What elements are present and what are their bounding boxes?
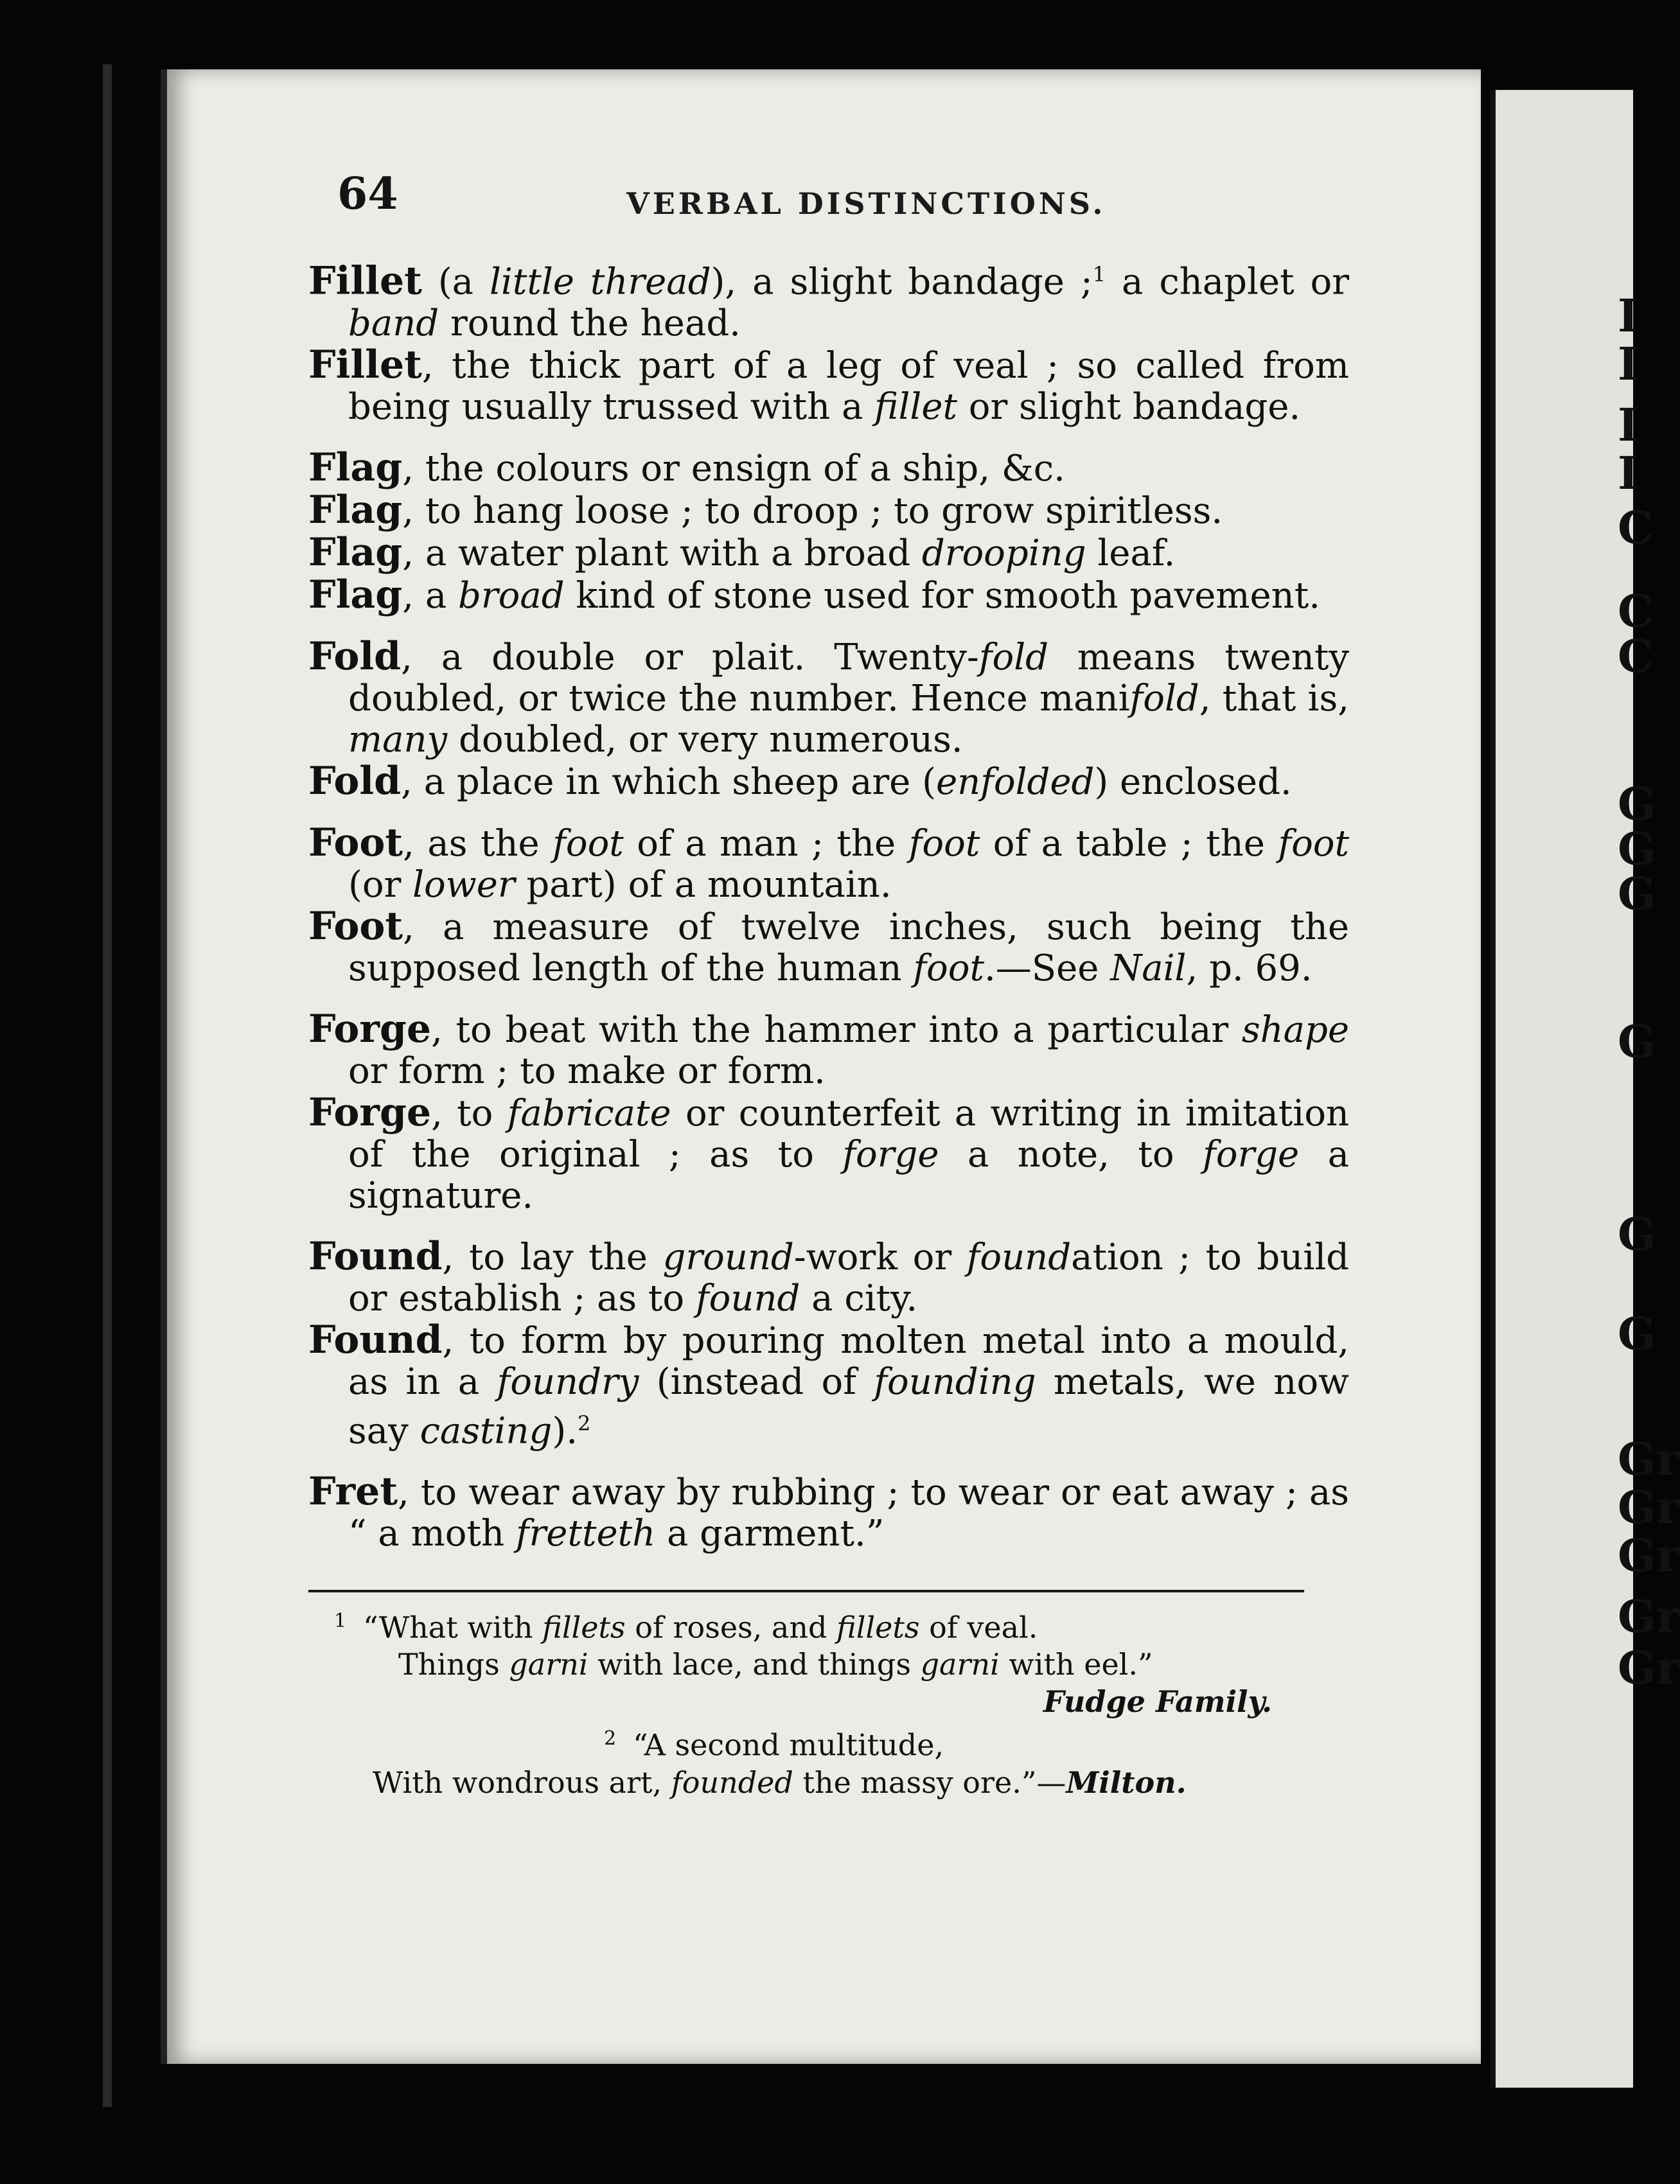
page-number: 64 [337, 168, 398, 220]
footnote-ref: 2 [578, 1411, 591, 1436]
footnote-1-attribution: Fudge Family. [1043, 1684, 1272, 1720]
headword: Fillet [308, 342, 422, 387]
entry-forge-2: Forge, to fabricate or counterfeit a writing in imitation of the original ; as to forge a note, to forge a signature. [308, 1089, 1349, 1217]
headword: Forge [308, 1006, 432, 1052]
headword: Fillet [308, 258, 422, 304]
footnote-2-attribution: Milton. [1066, 1765, 1187, 1800]
entry-fillet-2: Fillet, the thick part of a leg of veal ; so called from being usually trussed with a fillet or slight bandage. [308, 342, 1349, 428]
headword: Fold [308, 633, 402, 679]
footnote-2-line-1: $^2$ “A second multitude, [604, 1727, 944, 1763]
edge-letter: G [1618, 1015, 1656, 1068]
entry-fold-1: Fold, a double or plait. Twenty-fold means twenty doubled, or twice the number. Hence manifold, that is, many doubled, or very numerous. [308, 633, 1350, 761]
footnote-rule [308, 1590, 1304, 1592]
headword: Fret [308, 1469, 398, 1515]
footnote-2-line-2: With wondrous art, founded the massy ore.”—Milton. [373, 1765, 1187, 1800]
headword: Foot [308, 820, 403, 865]
page-header [337, 168, 1340, 233]
headword: Foot [308, 903, 403, 949]
headword: Flag [308, 445, 403, 490]
headword: Flag [308, 529, 403, 575]
headword: Forge [308, 1089, 432, 1135]
edge-letter: I [1618, 289, 1639, 342]
edge-letter: G [1618, 777, 1656, 831]
headword: Flag [308, 572, 403, 617]
edge-letter: C [1618, 585, 1654, 638]
edge-letter: Gr [1618, 1432, 1680, 1486]
headword: Found [308, 1233, 443, 1279]
edge-letter: Gr [1618, 1641, 1680, 1695]
entry-fold-2: Fold, a place in which sheep are (enfolded) enclosed. [308, 758, 1292, 804]
entry-fillet-1: Fillet (a little thread), a slight bandage ;$^1$ a chaplet or band round the head. [308, 258, 1349, 344]
facing-page-edge [1490, 90, 1680, 2088]
edge-letter: I [1618, 446, 1639, 500]
dictionary-entries [308, 254, 1349, 1554]
entry-flag-1: Flag, the colours or ensign of a ship, &c. [308, 445, 1065, 490]
entry-foot-1: Foot, as the foot of a man ; the foot of a table ; the foot (or lower part) of a mountain. [308, 820, 1350, 906]
edge-letter: G [1618, 867, 1656, 920]
entry-flag-2: Flag, to hang loose ; to droop ; to grow spiritless. [308, 487, 1223, 533]
running-title: VERBAL DISTINCTIONS. [626, 186, 1106, 221]
book-gutter [103, 64, 112, 2107]
entry-fret: Fret, to wear away by rubbing ; to wear or eat away ; as “ a moth fretteth a garment.” [308, 1469, 1349, 1555]
edge-letter: C [1618, 630, 1654, 683]
footnote-1-line-1: $^1$ “What with fillets of roses, and fillets of veal. [334, 1610, 1038, 1645]
edge-letter: G [1618, 1208, 1656, 1261]
edge-letter: G [1618, 1307, 1656, 1361]
headword: Found [308, 1317, 443, 1362]
edge-letter: Gr [1618, 1590, 1680, 1643]
footnotes [334, 1603, 1285, 1801]
footnote-ref: 1 [1092, 262, 1106, 286]
edge-letter: I [1618, 337, 1639, 391]
entry-flag-3: Flag, a water plant with a broad drooping leaf. [308, 529, 1176, 575]
edge-letter: C [1618, 501, 1654, 554]
footnote-number: 2 [604, 1727, 617, 1750]
entry-found-1: Found, to lay the ground-work or foundation ; to build or establish ; as to found a city. [308, 1233, 1350, 1319]
entry-forge-1: Forge, to beat with the hammer into a particular shape or form ; to make or form. [308, 1006, 1349, 1092]
headword: Fold [308, 758, 402, 804]
footnote-number: 1 [334, 1610, 347, 1632]
edge-letter: I [1618, 398, 1639, 452]
edge-letter: Gr [1618, 1481, 1680, 1534]
edge-letter: Gr [1618, 1529, 1680, 1582]
edge-letter: G [1618, 822, 1656, 876]
footnote-1-line-2: Things garni with lace, and things garni with eel.” [398, 1647, 1153, 1682]
entry-foot-2: Foot, a measure of twelve inches, such being the supposed length of the human foot.—See Nail, p. 69. [308, 903, 1349, 989]
headword: Flag [308, 487, 403, 533]
entry-flag-4: Flag, a broad kind of stone used for smooth pavement. [308, 572, 1321, 617]
entry-found-2: Found, to form by pouring molten metal into a mould, as in a foundry (instead of founding metals, we now say casting).$^2$ [308, 1317, 1349, 1452]
